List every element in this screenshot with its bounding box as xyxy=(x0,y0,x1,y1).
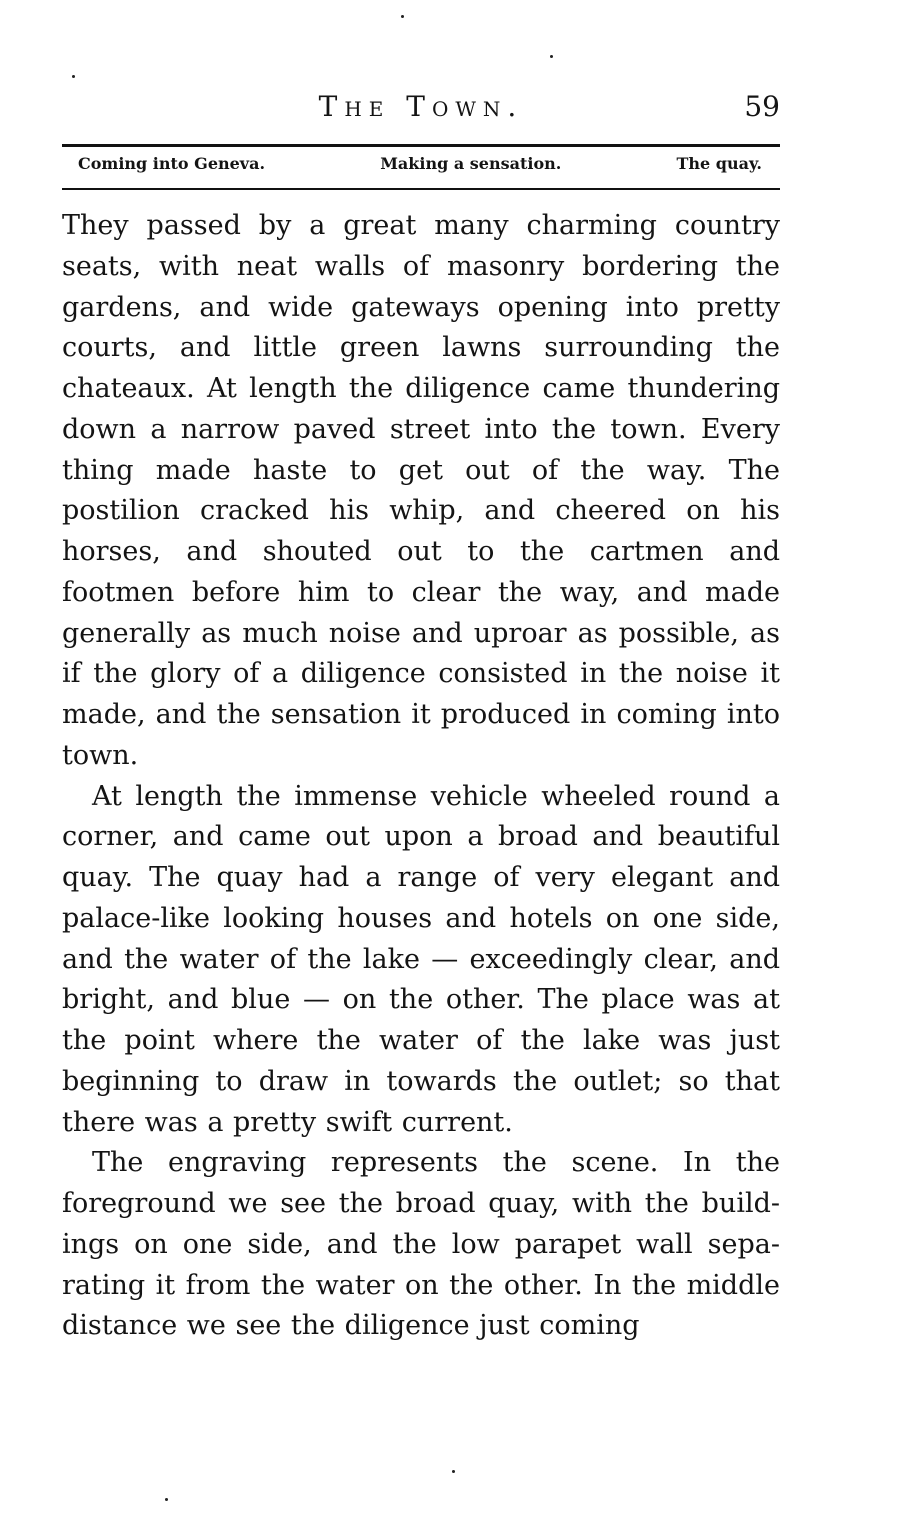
page-number: 59 xyxy=(744,90,780,123)
ink-speck xyxy=(550,55,553,58)
body-text xyxy=(62,206,780,1347)
chapter-title: The Town. xyxy=(318,90,524,123)
header-rule-bottom xyxy=(62,188,780,190)
topic-heading: Making a sensation. xyxy=(380,154,562,173)
ink-speck xyxy=(452,1470,455,1473)
ink-speck xyxy=(401,15,404,18)
paragraph: They passed by a great many charming country seats, with neat walls of masonry bordering the gardens, and wide gateways opening into pretty courts, and little green lawns surrounding the chateaux. At length the diligence came thundering down a narrow paved street into the town. Every thing made haste to get out of the way. The postilion cracked his whip, and cheered on his horses, and shouted out to the cartmen and footmen before him to clear the way, and made generally as much noise and uproar as possible, as if the glory of a diligence consisted in the noise it made, and the sensation it produced in coming into town. xyxy=(62,210,780,771)
paragraph: The engraving represents the scene. In the foreground we see the broad quay, with the buildings on one side, and the low parapet wall separating it from the water on the other. In the middle distance we see the diligence just coming xyxy=(62,1147,780,1342)
ink-speck xyxy=(72,75,75,78)
header-rule-top xyxy=(62,144,780,147)
running-head xyxy=(62,84,780,134)
paragraph: At length the immense vehicle wheeled round a corner, and came out upon a broad and beautiful quay. The quay had a range of very elegant and palace-like looking houses and hotels on one side, and the water of the lake — exceedingly clear, and bright, and blue — on the other. The place was at the point where the water of the lake was just beginning to draw in towards the outlet; so that there was a pretty swift current. xyxy=(62,780,780,1138)
topic-heading: Coming into Geneva. xyxy=(78,154,266,173)
topic-heading: The quay. xyxy=(676,154,762,173)
ink-speck xyxy=(165,1498,168,1501)
topic-headings xyxy=(78,154,762,173)
